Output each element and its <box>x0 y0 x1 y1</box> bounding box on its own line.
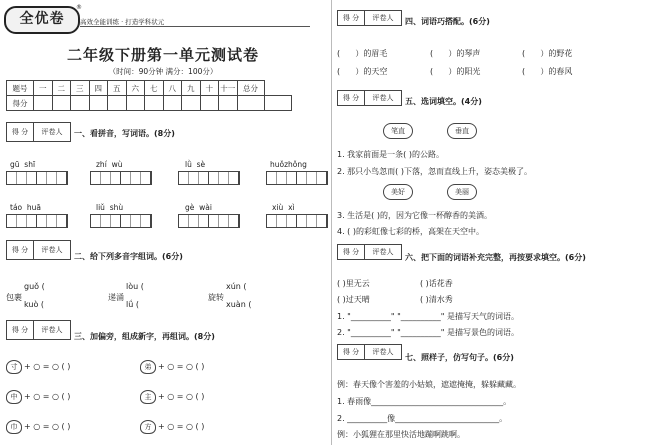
score-blank[interactable] <box>89 96 108 111</box>
scorer-box <box>6 320 71 340</box>
match-row[interactable]: ( ）的眉毛 <box>337 49 388 58</box>
word-choice[interactable]: 美好 <box>383 184 413 200</box>
peach-icon: 方 <box>140 420 156 434</box>
idiom-fill[interactable]: ( )过天晴 <box>337 295 370 304</box>
score-cell: 九 <box>182 81 201 96</box>
scorer-grader: 评卷人 <box>372 14 394 22</box>
score-blank[interactable] <box>237 96 264 111</box>
idiom-fill[interactable]: ( )清水秀 <box>420 295 453 304</box>
scorer-score: 得 分 <box>338 91 365 105</box>
writing-grid[interactable] <box>266 171 328 185</box>
idiom-question[interactable]: 2. "__________" "__________" 是描写景色的词语。 <box>337 328 519 337</box>
match-row[interactable]: ( ）的琴声 <box>430 49 481 58</box>
match-row[interactable]: ( ）的春风 <box>522 67 573 76</box>
peach-icon: 主 <box>140 390 156 404</box>
peach-icon: 弟 <box>140 360 156 374</box>
peach-icon: 巾 <box>6 420 22 434</box>
scorer-score: 得 分 <box>338 245 365 259</box>
poly-option[interactable]: xuàn ( <box>226 300 252 309</box>
score-table <box>6 80 292 111</box>
radical-plus: + ○ = ○ ( ) <box>24 422 71 431</box>
radical-plus: + ○ = ○ ( ) <box>24 362 71 371</box>
scorer-score: 得 分 <box>7 321 34 339</box>
scorer-grader: 评卷人 <box>372 94 394 102</box>
score-cell: 六 <box>126 81 145 96</box>
scorer-box <box>337 344 402 360</box>
score-cell: 五 <box>108 81 127 96</box>
scorer-grader: 评卷人 <box>372 248 394 256</box>
peach-icon: 寸 <box>6 360 22 374</box>
scorer-grader: 评卷人 <box>41 326 63 334</box>
poly-option[interactable]: xún ( <box>226 282 247 291</box>
pinyin-4: huǒzhǒng <box>270 160 307 169</box>
registered-mark: ® <box>76 4 82 11</box>
score-cell: 总分 <box>237 81 264 96</box>
scorer-score: 得 分 <box>338 345 365 359</box>
section-6-title: 六、把下面的词语补充完整，再按要求填空。(6分) <box>405 253 586 262</box>
writing-grid[interactable] <box>90 214 152 228</box>
pinyin-5: táo huā <box>10 203 42 212</box>
match-row[interactable]: ( ）的天空 <box>337 67 388 76</box>
score-blank[interactable] <box>34 96 53 111</box>
imitate-line[interactable]: 1. 春雨像_________________________________。 <box>337 397 512 406</box>
radical-plus: + ○ = ○ ( ) <box>158 392 205 401</box>
score-cell: 十 <box>200 81 219 96</box>
score-blank[interactable] <box>182 96 201 111</box>
score-blank[interactable] <box>163 96 182 111</box>
score-cell: 一 <box>34 81 53 96</box>
score-cell: 七 <box>145 81 164 96</box>
score-blank[interactable] <box>71 96 90 111</box>
writing-grid[interactable] <box>178 171 240 185</box>
poly-option[interactable]: kuò ( <box>24 300 45 309</box>
score-cell: 三 <box>71 81 90 96</box>
header-rule <box>80 26 310 27</box>
pinyin-3: lǜ sè <box>185 160 206 169</box>
page-title: 二年级下册第一单元测试卷 <box>66 46 259 64</box>
match-row[interactable]: ( ）的野花 <box>522 49 573 58</box>
score-cell: 十一 <box>219 81 238 96</box>
scorer-box <box>337 244 402 260</box>
imitate-line[interactable]: 2. __________像__________________________。 <box>337 414 508 423</box>
section-1-title: 一、看拼音，写词语。(8分) <box>74 129 175 138</box>
section-3-title: 三、加偏旁，组成新字，再组词。(8分) <box>74 332 215 341</box>
column-divider <box>331 0 332 445</box>
section-4-title: 四、词语巧搭配。(6分) <box>405 17 490 26</box>
scorer-grader: 评卷人 <box>41 128 63 136</box>
writing-grid[interactable] <box>178 214 240 228</box>
idiom-fill[interactable]: ( )话花香 <box>420 279 453 288</box>
writing-grid[interactable] <box>6 171 68 185</box>
scorer-score: 得 分 <box>7 123 34 141</box>
pinyin-6: liǔ shù <box>96 203 124 212</box>
poly-char: 包裹 <box>6 293 22 302</box>
word-choice[interactable]: 美丽 <box>447 184 477 200</box>
score-blank[interactable] <box>219 96 238 111</box>
score-cell: 八 <box>163 81 182 96</box>
score-blank[interactable] <box>52 96 71 111</box>
word-choice[interactable]: 垂直 <box>447 123 477 139</box>
poly-option[interactable]: guǒ ( <box>24 282 45 291</box>
radical-plus: + ○ = ○ ( ) <box>24 392 71 401</box>
score-blank[interactable] <box>200 96 219 111</box>
scorer-grader: 评卷人 <box>41 246 63 254</box>
idiom-fill[interactable]: ( )里无云 <box>337 279 370 288</box>
score-blank[interactable] <box>108 96 127 111</box>
pinyin-8: xiù xì <box>272 203 295 212</box>
exam-meta: （时间：90分钟 满分：100分） <box>108 67 218 76</box>
scorer-box <box>6 122 71 142</box>
section-7-title: 七、照样子，仿写句子。(6分) <box>405 353 514 362</box>
example-sentence: 例：春天像个害羞的小姑娘，遮遮掩掩，躲躲藏藏。 <box>337 380 521 389</box>
pinyin-7: gè wài <box>185 203 212 212</box>
match-row[interactable]: ( ）的阳光 <box>430 67 481 76</box>
section-5-title: 五、选词填空。(4分) <box>405 97 482 106</box>
writing-grid[interactable] <box>266 214 328 228</box>
score-cell: 二 <box>52 81 71 96</box>
score-blank[interactable] <box>145 96 164 111</box>
radical-plus: + ○ = ○ ( ) <box>158 362 205 371</box>
scorer-grader: 评卷人 <box>372 348 394 356</box>
slogan: 高效全能训练 · 打造学科状元 <box>80 18 165 26</box>
scorer-score: 得 分 <box>7 241 34 259</box>
pinyin-1: gū shī <box>10 160 36 169</box>
score-blank[interactable] <box>264 96 291 111</box>
word-choice[interactable]: 笔直 <box>383 123 413 139</box>
scorer-box <box>6 240 71 260</box>
section-2-title: 二、给下列多音字组词。(6分) <box>74 252 183 261</box>
fill-sentence[interactable]: 2. 那只小鸟忽而( )下落，忽而直线上升，姿态美极了。 <box>337 167 532 176</box>
pinyin-2: zhí wù <box>96 160 123 169</box>
writing-grid[interactable] <box>90 171 152 185</box>
scorer-score: 得 分 <box>338 11 365 25</box>
poly-char: 旋转 <box>208 293 224 302</box>
idiom-question[interactable]: 1. "__________" "__________" 是描写天气的词语。 <box>337 312 519 321</box>
radical-plus: + ○ = ○ ( ) <box>158 422 205 431</box>
poly-char: 递涌 <box>108 293 124 302</box>
writing-grid[interactable] <box>6 214 68 228</box>
poly-option[interactable]: lǘ ( <box>126 300 139 309</box>
score-label: 得分 <box>7 96 34 111</box>
scorer-box <box>337 10 402 26</box>
peach-icon: 中 <box>6 390 22 404</box>
score-blank[interactable] <box>126 96 145 111</box>
fill-sentence[interactable]: 4. ( )的彩虹像七彩的桥，高架在天空中。 <box>337 227 484 236</box>
poly-option[interactable]: lòu ( <box>126 282 144 291</box>
fill-sentence[interactable]: 1. 我家前面是一条( )的公路。 <box>337 150 444 159</box>
scorer-box <box>337 90 402 106</box>
example-sentence: 例：小狐狸在那里快活地蹦啊跳啊。 <box>337 430 465 439</box>
logo: 全优卷 <box>4 6 80 34</box>
score-cell: 四 <box>89 81 108 96</box>
score-cell: 题号 <box>7 81 34 96</box>
fill-sentence[interactable]: 3. 生活是( )的，因为它像一杯醇香的美酒。 <box>337 211 492 220</box>
